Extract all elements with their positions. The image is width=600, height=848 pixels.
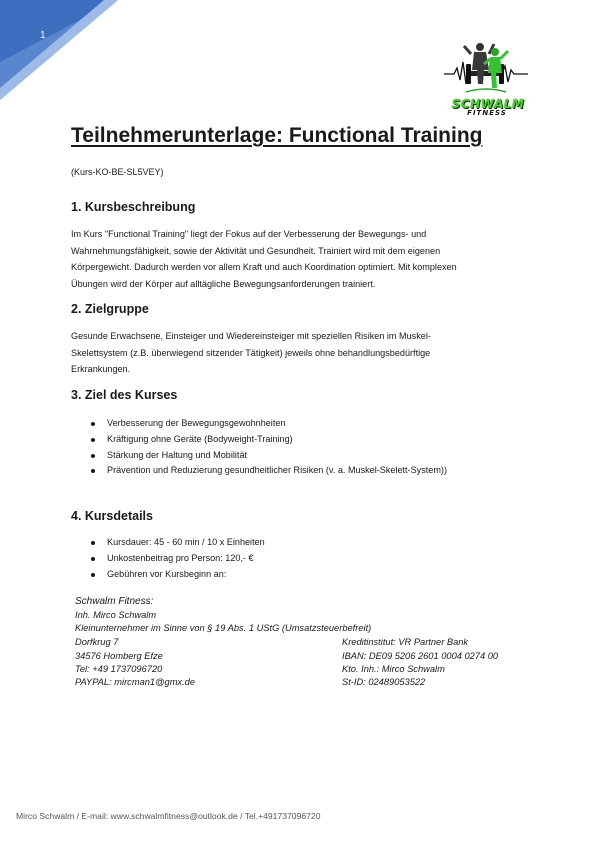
text-line: Wahrnehmungsfähigkeit, sowie der Aktivität und Gesundheit. Trainiert wird mit dem eigenen <box>71 245 441 256</box>
owner-name: Inh. Mirco Schwalm <box>75 610 157 620</box>
logo-wordmark: SCHWALM <box>451 97 525 111</box>
text-line: Körpergewicht. Dadurch werden vor allem Kraft und auch Koordination optimiert. Mit komplexen <box>71 262 457 272</box>
tax-id: St-ID: 02489053522 <box>342 677 426 687</box>
list-item: Stärkung der Haltung und Mobilität <box>71 448 447 464</box>
address-street: Dorfkrug 7 <box>75 637 119 647</box>
logo-subtitle: FITNESS <box>467 109 507 117</box>
corner-decoration <box>0 0 130 100</box>
bullet-icon <box>91 573 95 577</box>
section-3-heading: 3. Ziel des Kurses <box>71 388 178 402</box>
list-item: Kursdauer: 45 - 60 min / 10 x Einheiten <box>71 535 265 551</box>
page-footer: Mirco Schwalm / E-mail: www.schwalmfitness@outlook.de / Tel.+491737096720 <box>16 811 321 821</box>
list-item: Verbesserung der Bewegungsgewohnheiten <box>71 416 447 432</box>
text-line: Übungen wird der Körper auf alltägliche Bewegungsanforderungen trainiert. <box>71 278 376 289</box>
section-4-heading: 4. Kursdetails <box>71 509 153 523</box>
bullet-icon <box>91 541 95 545</box>
section-2-heading: 2. Zielgruppe <box>71 302 149 316</box>
page-number: 1 <box>40 30 46 41</box>
paypal: PAYPAL: mircman1@gmx.de <box>75 677 196 687</box>
text-line: Skelettsystem (z.B. überwiegend sitzender Tätigkeit) jeweils ohne behandlungsbedürftige <box>71 347 431 358</box>
company-name: Schwalm Fitness: <box>75 596 154 607</box>
list-item: Prävention und Reduzierung gesundheitlicher Risiken (v. a. Muskel-Skelett-System)) <box>71 463 447 479</box>
account-holder: Kto. Inh.: Mirco Schwalm <box>342 664 445 674</box>
iban: IBAN: DE09 5206 2601 0004 0274 00 <box>342 651 499 661</box>
bullet-icon <box>91 454 95 458</box>
bullet-icon <box>91 422 95 426</box>
bullet-icon <box>91 557 95 561</box>
document-title: Teilnehmerunterlage: Functional Training <box>71 124 483 147</box>
tax-note: Kleinunternehmer im Sinne von § 19 Abs. 1 UStG (Umsatzsteuerbefreit) <box>75 623 372 633</box>
text-line: Im Kurs "Functional Training" liegt der Fokus auf der Verbesserung der Bewegungs- und <box>71 229 427 239</box>
list-item: Gebühren vor Kursbeginn an: <box>71 567 265 583</box>
list-item: Unkostenbeitrag pro Person: 120,- € <box>71 551 265 567</box>
section-1-text <box>71 226 521 292</box>
text-line: Gesunde Erwachsene, Einsteiger und Wiedereinsteiger mit speziellen Risiken im Muskel- <box>71 331 431 341</box>
bullet-icon <box>91 469 95 473</box>
bank-name: Kreditinstitut: VR Partner Bank <box>342 637 469 647</box>
section-2-text <box>71 328 521 378</box>
list-item: Kräftigung ohne Geräte (Bodyweight-Training) <box>71 432 447 448</box>
course-code: (Kurs-KO-BE-SL5VEY) <box>71 167 164 177</box>
phone: Tel: +49 1737096720 <box>75 664 163 674</box>
text-line: Erkrankungen. <box>71 364 131 374</box>
address-city: 34576 Homberg Efze <box>75 651 163 661</box>
course-details-list <box>71 535 265 582</box>
section-1-heading: 1. Kursbeschreibung <box>71 200 196 214</box>
course-goals-list <box>71 416 447 479</box>
bullet-icon <box>91 438 95 442</box>
